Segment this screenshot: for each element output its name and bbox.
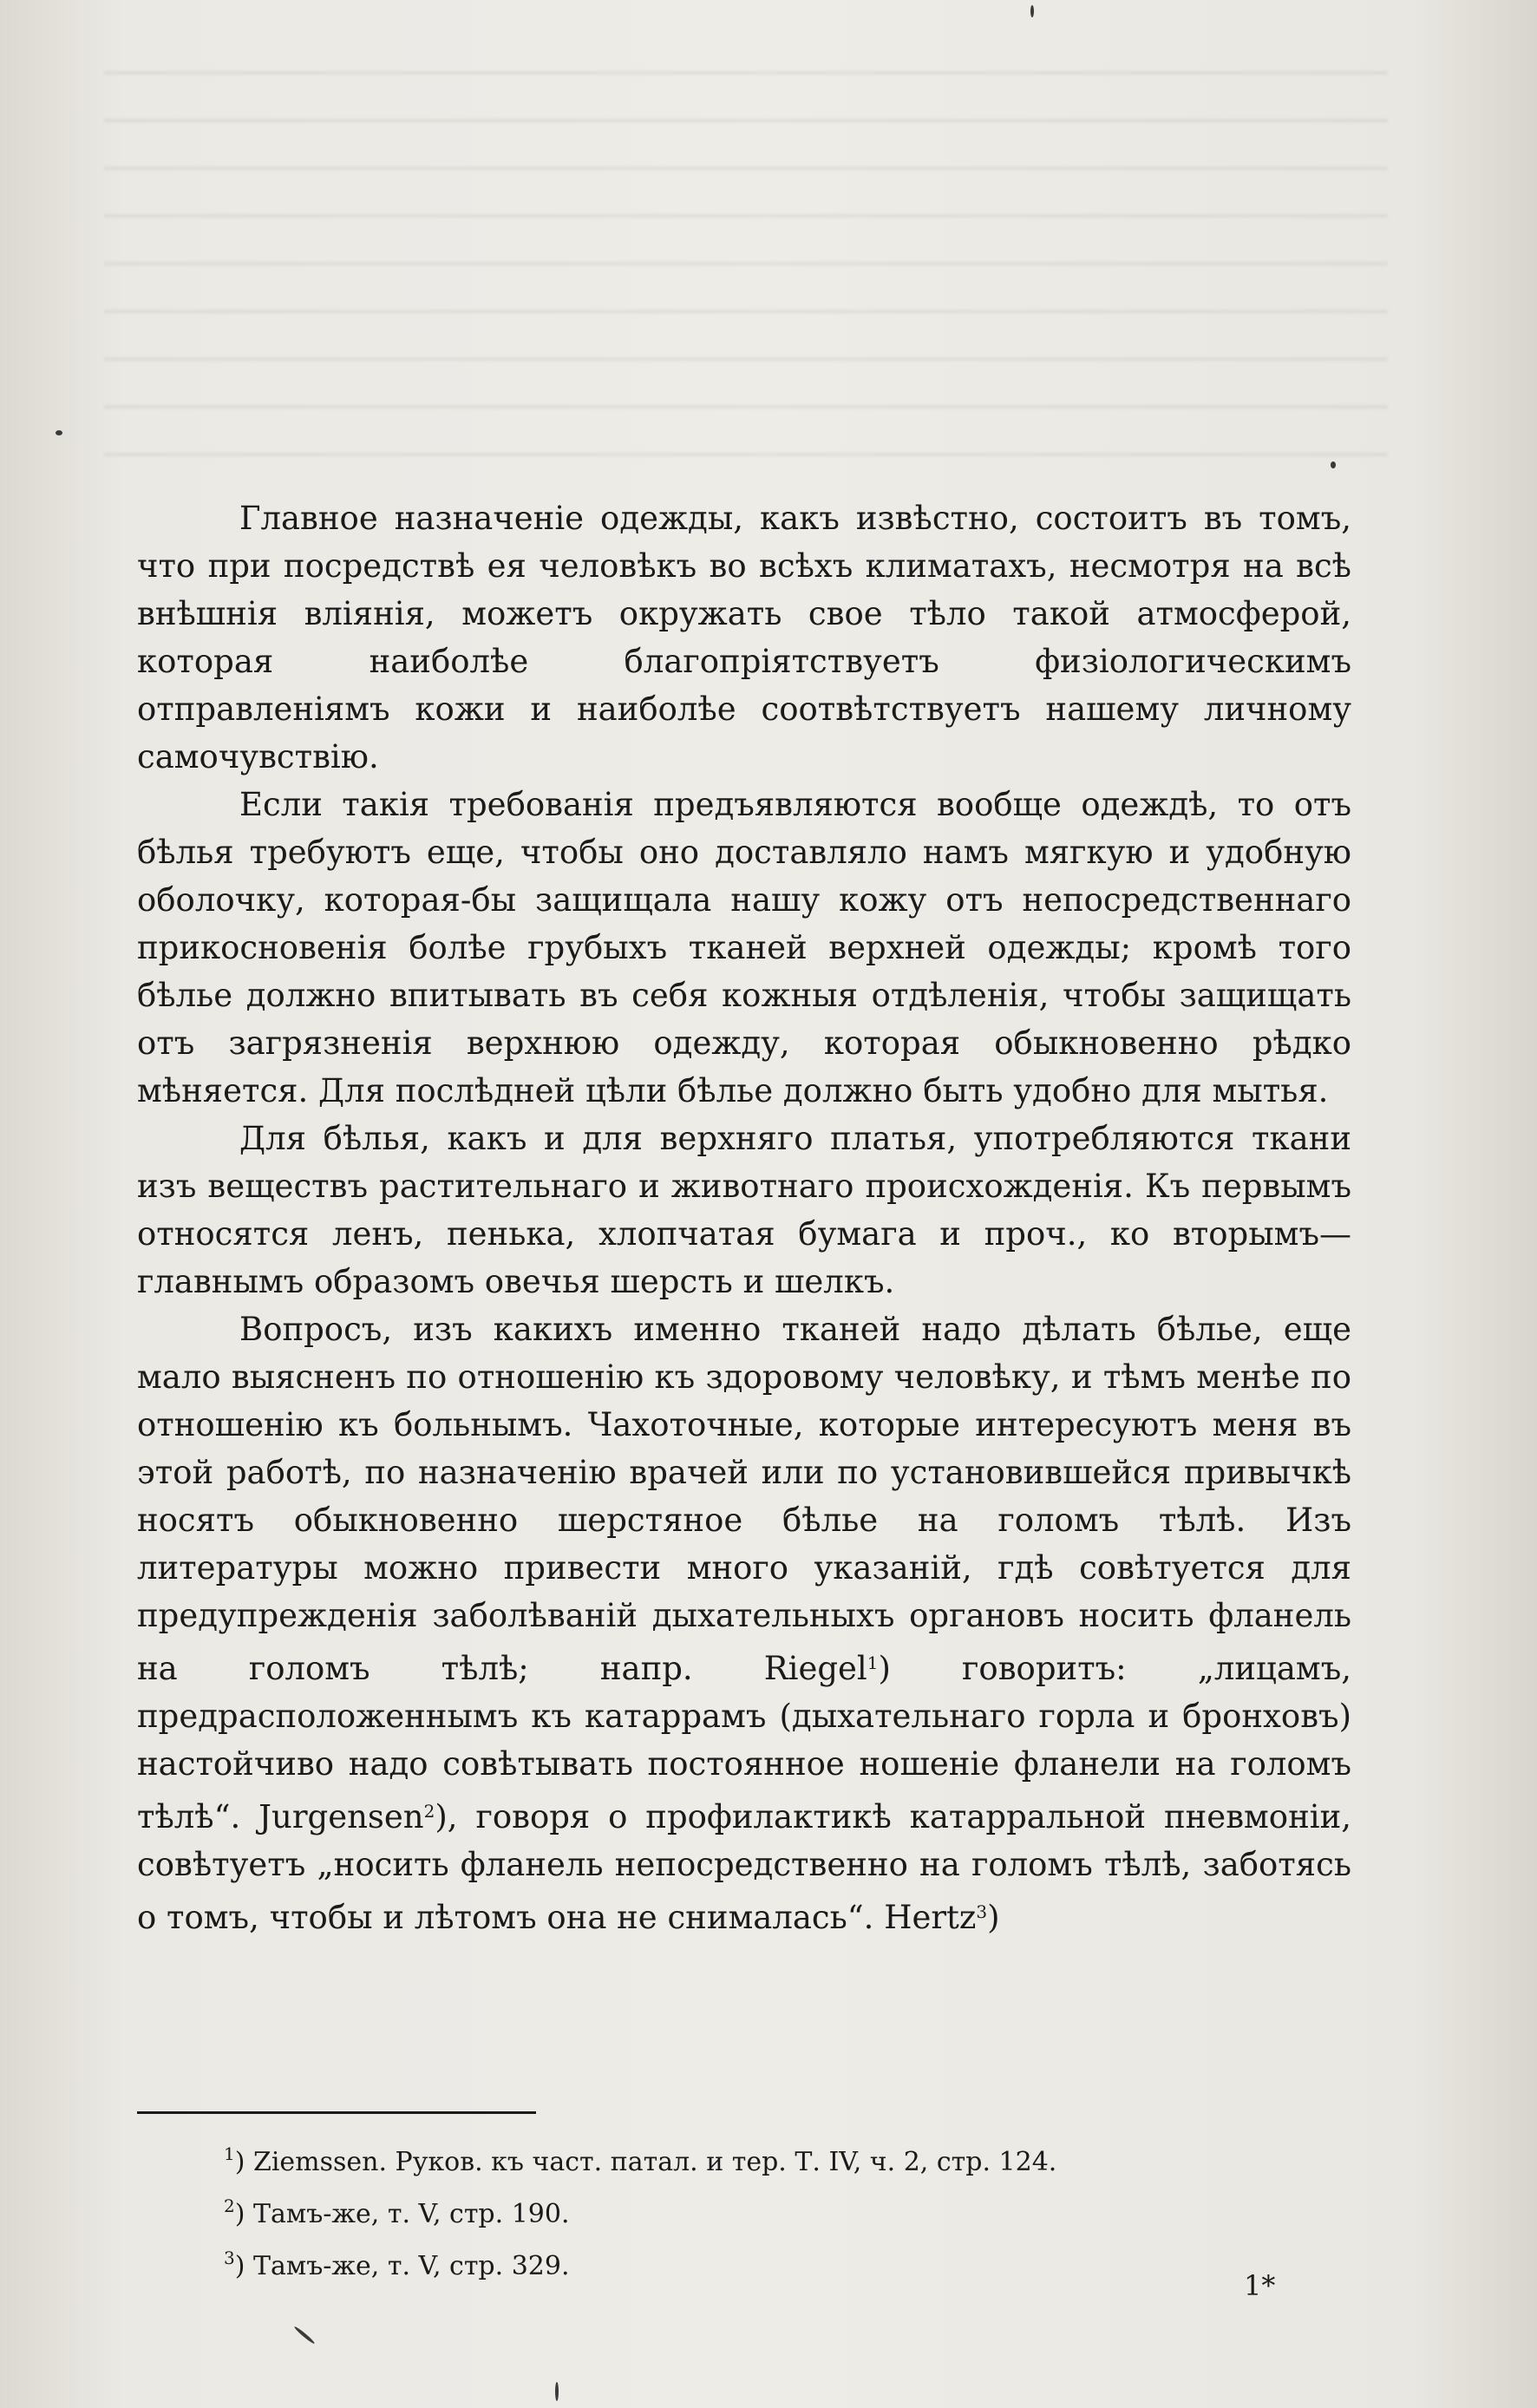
paragraph-4-text: Вопросъ, изъ какихъ именно тканей надо дѣлать бѣлье, еще мало выясненъ по отношенію къ здоровому человѣку, и тѣмъ менѣе по отношенію къ больнымъ. Чахоточные, которые интересуютъ меня въ этой работѣ, по назначенію врачей или по установившейся привычкѣ носятъ обыкновенно шерстяное бѣлье на голомъ тѣлѣ. Изъ литературы можно привести много указаній, гдѣ совѣтуется для предупрежденія заболѣваній дыхательныхъ органовъ носить фланель на голомъ тѣлѣ; [137,1311,1351,1687]
bleed-through-text [104,35,1388,486]
footnotes [224,2132,1351,2288]
footnote-ref-2: 2 [423,1801,435,1822]
paragraph-2: Если такія требованія предъявляются вообще одеждѣ, то отъ бѣлья требуютъ еще, чтобы оно доставляло намъ мягкую и удобную оболочку, которая-бы защищала нашу кожу отъ непосредственнаго прикосновенія болѣе грубыхъ тканей верхней одежды; кромѣ того бѣлье должно впитывать въ себя кожныя отдѣленія, чтобы защищать отъ загрязненія верхнюю одежду, которая обыкновенно рѣдко мѣняется. Для послѣдней цѣли бѣлье должно быть удобно для мытья. [137,786,1351,1109]
ink-speck [56,430,62,435]
footnote-1 [224,2132,1351,2184]
footnote-2 [224,2184,1351,2236]
footnote-3 [224,2236,1351,2288]
paragraph-4-cont-b: ) говоритъ: „лицамъ, предрасположеннымъ къ катаррамъ (дыхательнаго горла и бронховъ) настойчиво надо совѣтывать постоянное ношеніе фланели на голомъ тѣлѣ“. Jurgensen [137,1650,1351,1835]
signature-mark: 1* [1244,2269,1276,2302]
ink-speck [1030,5,1034,17]
main-text [137,494,1351,1941]
paragraph-1: Главное назначеніе одежды, какъ извѣстно, состоитъ въ томъ, что при посредствѣ ея человѣкъ во всѣхъ климатахъ, несмотря на всѣ внѣшнія вліянія, можетъ окружать свое тѣло такой атмосферой, которая наиболѣе благопріятствуетъ физіологическимъ отправленіямъ кожи и наиболѣе соотвѣтствуетъ нашему личному самочувствію. [137,500,1351,775]
paragraph-4-cont-d: ) [987,1899,1000,1936]
footnote-number: 3 [224,2248,235,2268]
ink-speck [555,2382,559,2401]
ink-speck [293,2326,316,2345]
footnote-text: ) Тамъ-же, т. V, стр. 329. [234,2251,570,2281]
footnote-rule [137,2111,536,2114]
footnote-text: ) Ziemssen. Руков. къ част. патал. и тер. Т. IV, ч. 2, стр. 124. [234,2147,1057,2177]
ink-speck [1331,461,1336,468]
paragraph-3: Для бѣлья, какъ и для верхняго платья, употребляются ткани изъ веществъ растительнаго и животнаго происхожденія. Къ первымъ относятся ленъ, пенька, хлопчатая бумага и проч., ко вторымъ—главнымъ образомъ овечья шерсть и шелкъ. [137,1120,1351,1300]
paragraph-4 [137,1305,1351,1941]
paragraph-4-cont-c: ), говоря о профилактикѣ катарральной пневмоніи, совѣтуетъ „носить фланель непосредственно на голомъ тѣлѣ, заботясь о томъ, чтобы и лѣтомъ она не снималась“. Hertz [137,1798,1351,1936]
footnote-text: ) Тамъ-же, т. V, стр. 190. [234,2199,570,2229]
footnote-ref-1: 1 [867,1652,879,1673]
paragraph-4-cont-a: напр. Riegel [599,1650,867,1687]
footnote-ref-3: 3 [976,1901,988,1922]
footnote-number: 1 [224,2143,235,2164]
footnote-number: 2 [224,2195,235,2216]
